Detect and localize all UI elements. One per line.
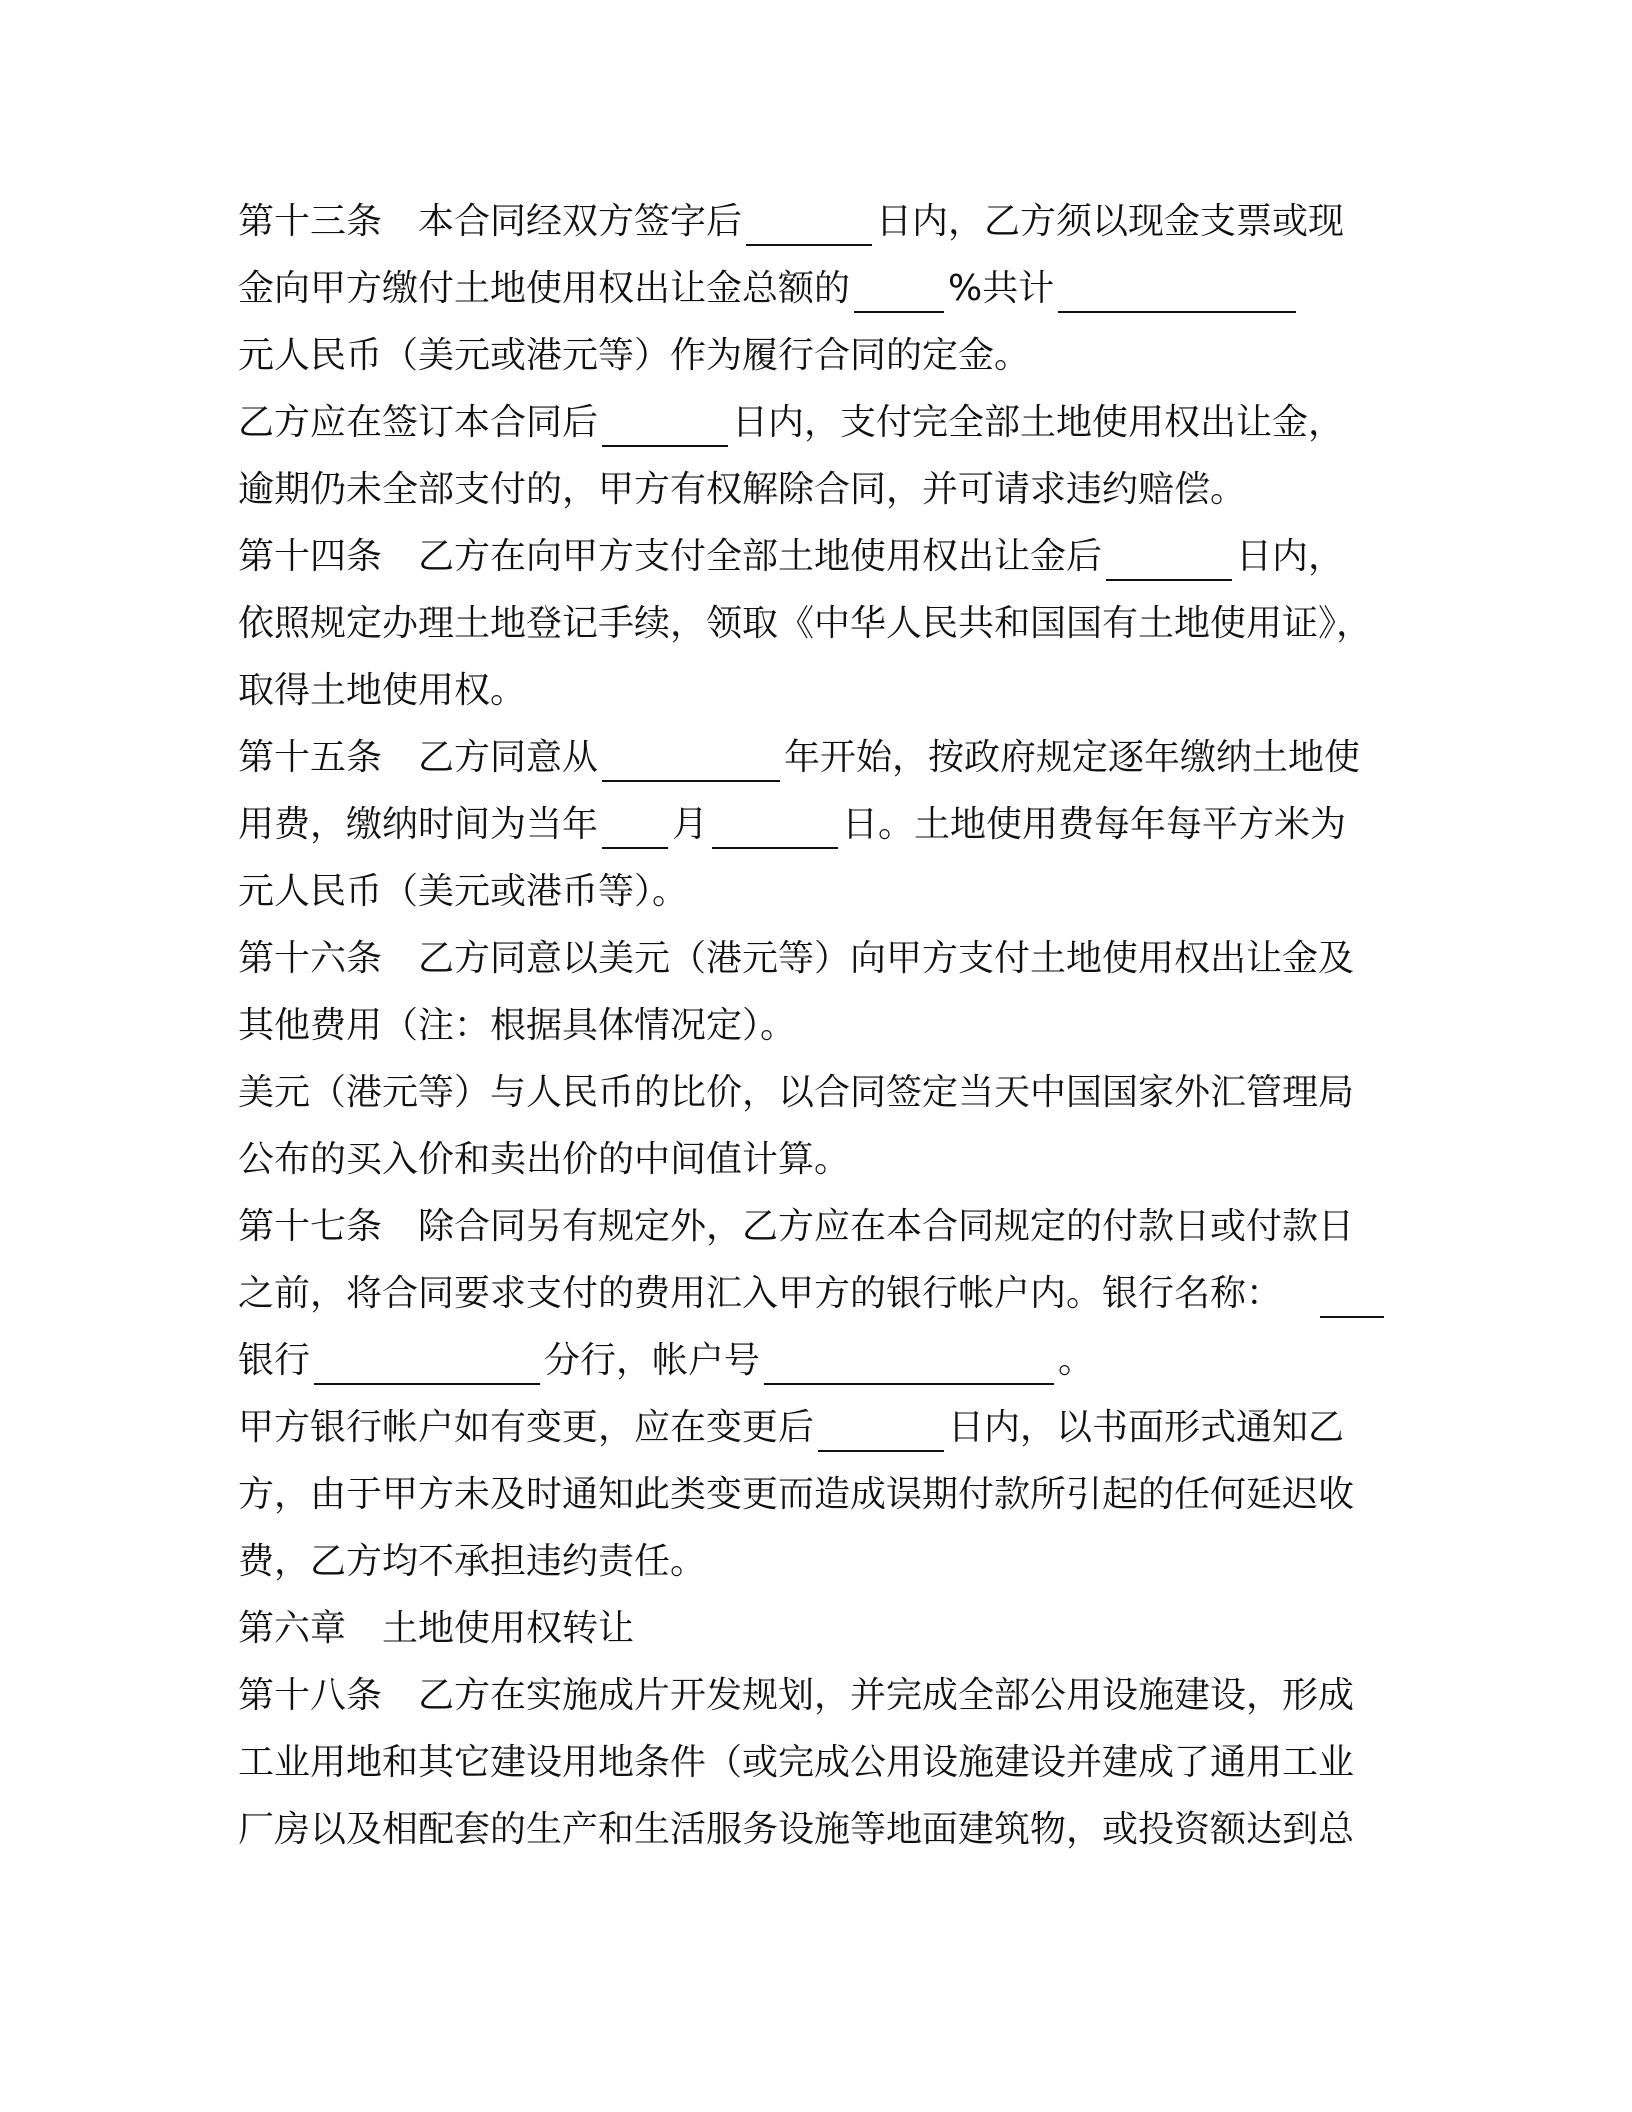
line-text: 银行 xyxy=(238,1340,311,1381)
line-text: 。 xyxy=(1058,1340,1095,1381)
line-text: 分行，帐户号 xyxy=(544,1340,761,1381)
article-heading: 第十六条 xyxy=(238,938,383,979)
text-line xyxy=(238,992,1388,1059)
article-heading: 第十三条 xyxy=(238,201,383,242)
text-line xyxy=(238,523,1388,590)
line-text: 乙方同意以美元（港元等）向甲方支付土地使用权出让金及 xyxy=(418,938,1355,979)
text-line xyxy=(238,791,1388,858)
line-text: 公布的买入价和卖出价的中间值计算。 xyxy=(238,1139,851,1180)
line-text: 取得土地使用权。 xyxy=(238,670,527,711)
line-text: 依照规定办理土地登记手续，领取《中华人民共和国国有土地使用证》， xyxy=(238,603,1373,644)
line-text: 甲方银行帐户如有变更，应在变更后 xyxy=(238,1407,815,1448)
text-line xyxy=(238,1327,1388,1394)
article-heading: 第十七条 xyxy=(238,1206,383,1247)
text-line xyxy=(238,188,1388,255)
line-text: 乙方在实施成片开发规划，并完成全部公用设施建设，形成 xyxy=(418,1675,1355,1716)
text-line xyxy=(238,1729,1388,1796)
fill-in-blank[interactable] xyxy=(712,791,838,849)
line-text: %共计 xyxy=(948,268,1055,309)
text-line xyxy=(238,322,1388,389)
fill-in-blank[interactable] xyxy=(602,389,728,447)
text-line xyxy=(238,925,1388,992)
document-body xyxy=(238,188,1388,1863)
text-line xyxy=(238,1528,1388,1595)
line-text: 本合同经双方签字后 xyxy=(418,201,743,242)
text-line xyxy=(238,657,1388,724)
text-line xyxy=(238,1595,1388,1662)
line-text: 元人民币（美元或港元等）作为履行合同的定金。 xyxy=(238,335,1031,376)
text-line xyxy=(238,858,1388,925)
line-text: 日内， xyxy=(1236,536,1345,577)
fill-in-blank[interactable] xyxy=(818,1394,944,1452)
line-text: 之前，将合同要求支付的费用汇入甲方的银行帐户内。银行名称： xyxy=(238,1273,1283,1314)
chapter-heading: 第六章 xyxy=(238,1608,347,1649)
line-text: 乙方在向甲方支付全部土地使用权出让金后 xyxy=(418,536,1103,577)
line-text: 日内，乙方须以现金支票或现 xyxy=(876,201,1345,242)
fill-in-blank[interactable] xyxy=(602,724,780,782)
text-line xyxy=(238,1796,1388,1863)
line-text: 元人民币（美元或港币等）。 xyxy=(238,871,689,912)
fill-in-blank[interactable] xyxy=(1106,523,1232,581)
line-text: 其他费用（注：根据具体情况定）。 xyxy=(238,1005,797,1046)
line-text: 金向甲方缴付土地使用权出让金总额的 xyxy=(238,268,851,309)
line-text: 逾期仍未全部支付的，甲方有权解除合同，并可请求违约赔偿。 xyxy=(238,469,1247,510)
text-line xyxy=(238,1260,1388,1327)
line-text: 厂房以及相配套的生产和生活服务设施等地面建筑物，或投资额达到总 xyxy=(238,1809,1355,1850)
line-text: 方，由于甲方未及时通知此类变更而造成误期付款所引起的任何延迟收 xyxy=(238,1474,1355,1515)
fill-in-blank[interactable] xyxy=(764,1327,1054,1385)
fill-in-blank[interactable] xyxy=(1320,1260,1384,1318)
text-line xyxy=(238,1059,1388,1126)
fill-in-blank[interactable] xyxy=(854,255,944,313)
line-text: 日内，支付完全部土地使用权出让金， xyxy=(732,402,1345,443)
text-line xyxy=(238,255,1388,322)
article-heading: 第十四条 xyxy=(238,536,383,577)
chapter-title: 土地使用权转让 xyxy=(382,1608,635,1649)
line-text: 除合同另有规定外，乙方应在本合同规定的付款日或付款日 xyxy=(418,1206,1355,1247)
text-line xyxy=(238,1662,1388,1729)
fill-in-blank[interactable] xyxy=(314,1327,540,1385)
line-text: 工业用地和其它建设用地条件（或完成公用设施建设并建成了通用工业 xyxy=(238,1742,1355,1783)
text-line xyxy=(238,1461,1388,1528)
line-text: 年开始，按政府规定逐年缴纳土地使 xyxy=(784,737,1361,778)
article-heading: 第十五条 xyxy=(238,737,383,778)
text-line xyxy=(238,456,1388,523)
text-line xyxy=(238,1126,1388,1193)
text-line xyxy=(238,724,1388,791)
fill-in-blank[interactable] xyxy=(602,791,668,849)
fill-in-blank[interactable] xyxy=(746,188,872,246)
fill-in-blank[interactable] xyxy=(1058,255,1296,313)
text-line xyxy=(238,1394,1388,1461)
line-text: 日。土地使用费每年每平方米为 xyxy=(842,804,1347,845)
line-text: 乙方同意从 xyxy=(418,737,599,778)
text-line xyxy=(238,590,1388,657)
line-text: 月 xyxy=(672,804,709,845)
line-text: 美元（港元等）与人民币的比价，以合同签定当天中国国家外汇管理局 xyxy=(238,1072,1355,1113)
line-text: 日内，以书面形式通知乙 xyxy=(948,1407,1345,1448)
line-text: 乙方应在签订本合同后 xyxy=(238,402,599,443)
text-line xyxy=(238,1193,1388,1260)
text-line xyxy=(238,389,1388,456)
article-heading: 第十八条 xyxy=(238,1675,383,1716)
line-text: 用费，缴纳时间为当年 xyxy=(238,804,599,845)
line-text: 费，乙方均不承担违约责任。 xyxy=(238,1541,707,1582)
